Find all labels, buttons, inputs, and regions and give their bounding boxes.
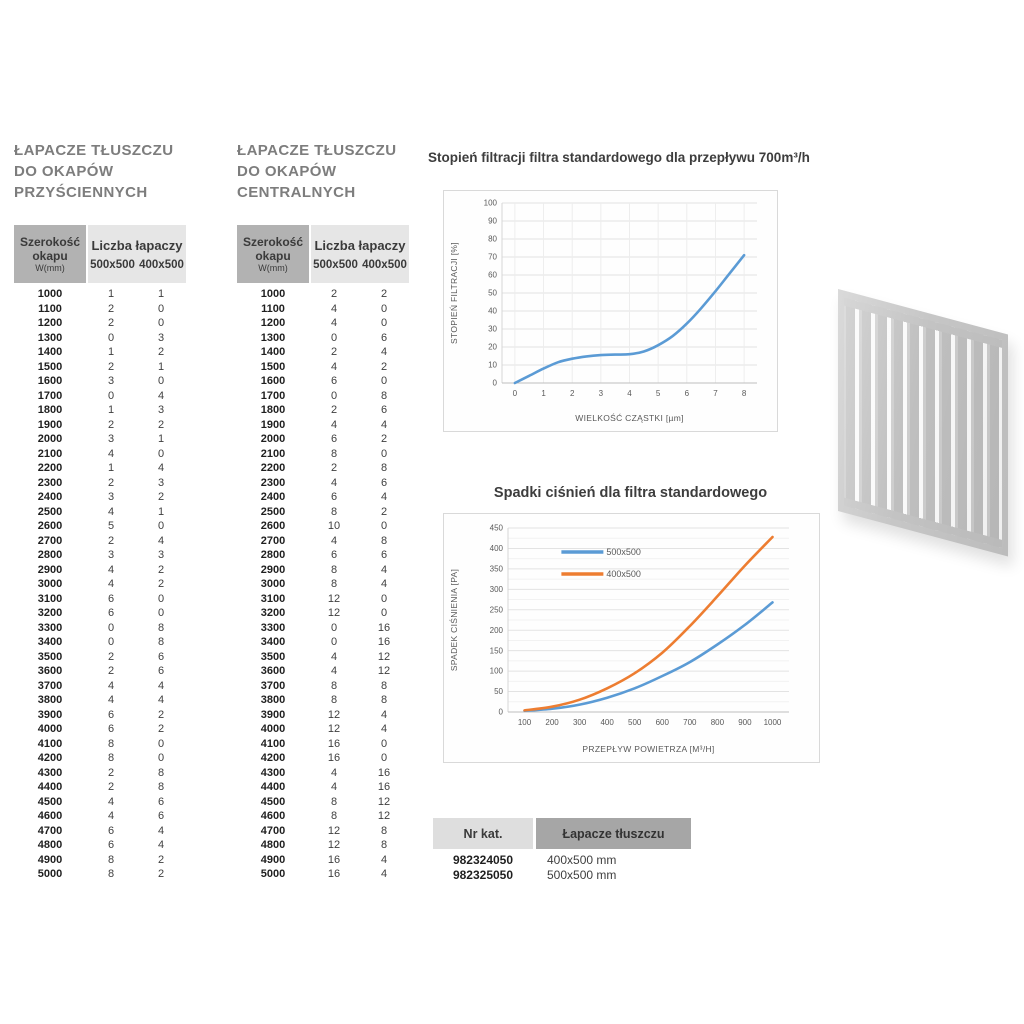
table-row: 3900 6 2 <box>37 708 165 721</box>
svg-text:100: 100 <box>517 718 532 727</box>
svg-text:700: 700 <box>683 718 697 727</box>
table-row: 1400 1 2 <box>37 346 165 358</box>
table-row: 2100 8 0 <box>260 447 388 460</box>
header-hood-width: Szerokość okapu W(mm) <box>237 225 309 283</box>
svg-text:20: 20 <box>488 342 497 352</box>
svg-text:400: 400 <box>600 718 614 727</box>
svg-text:400x500: 400x500 <box>606 569 641 580</box>
svg-text:5: 5 <box>655 389 661 398</box>
pressure-chart-title: Spadki ciśnień dla filtra standardowego <box>493 485 768 501</box>
svg-text:6: 6 <box>684 389 690 398</box>
section-title-central-hoods <box>237 140 396 203</box>
table-row: 2400 6 4 <box>260 491 388 503</box>
svg-text:SPADEK CIŚNIENIA [PA]: SPADEK CIŚNIENIA [PA] <box>449 568 459 672</box>
catalog-table-body <box>433 853 691 882</box>
table-row: 2600 10 0 <box>260 520 388 532</box>
table-row: 2700 2 4 <box>37 534 165 547</box>
svg-text:0: 0 <box>492 378 497 388</box>
table-row: 4700 6 4 <box>37 824 165 837</box>
table-row: 2000 3 1 <box>37 433 165 445</box>
svg-text:PRZEPŁYW POWIETRZA [M³/H]: PRZEPŁYW POWIETRZA [M³/H] <box>582 744 715 754</box>
table-row: 4500 4 6 <box>37 795 165 808</box>
title-line: PRZYŚCIENNYCH <box>14 184 148 201</box>
table-row: 2600 5 0 <box>37 520 165 532</box>
section-title-wall-hoods <box>14 140 173 203</box>
svg-text:100: 100 <box>483 198 497 208</box>
filtration-chart <box>443 190 778 432</box>
table-row: 1500 2 1 <box>37 360 165 373</box>
table-row: 982324050 400x500 mm <box>452 853 617 867</box>
table-row: 3600 2 6 <box>37 665 165 677</box>
table-row: 1300 0 6 <box>260 331 388 344</box>
svg-text:STOPIEŃ FILTRACJI [%]: STOPIEŃ FILTRACJI [%] <box>449 242 459 344</box>
svg-text:2: 2 <box>569 389 575 398</box>
pressure-chart-svg <box>444 514 819 762</box>
table-row: 3800 4 4 <box>37 694 165 706</box>
svg-text:8: 8 <box>741 389 747 398</box>
table-row: 1000 1 1 <box>37 288 165 300</box>
svg-text:60: 60 <box>488 270 497 280</box>
table-row: 3700 4 4 <box>37 679 165 692</box>
svg-text:7: 7 <box>713 389 718 398</box>
catalog-header-nr-kat: Nr kat. <box>433 818 533 849</box>
table-row: 3400 0 8 <box>37 636 165 648</box>
table-row: 1900 2 2 <box>37 418 165 431</box>
table-row: 3500 4 12 <box>260 650 391 663</box>
header-size-400x500: 400x500 <box>139 258 184 271</box>
table-row: 2400 3 2 <box>37 491 165 503</box>
svg-text:50: 50 <box>488 288 497 298</box>
svg-text:500: 500 <box>628 718 642 727</box>
table-row: 1800 1 3 <box>37 404 165 416</box>
table-row: 3300 0 8 <box>37 621 165 634</box>
title-line: DO OKAPÓW <box>237 163 337 180</box>
table-row: 2900 8 4 <box>260 563 388 576</box>
table-row: 1200 2 0 <box>37 317 165 329</box>
table-row: 3100 12 0 <box>260 592 388 605</box>
wall-hoods-table <box>14 225 186 882</box>
svg-text:30: 30 <box>488 324 497 334</box>
table-row: 1700 0 4 <box>37 389 165 402</box>
table-row: 3000 8 4 <box>260 578 388 590</box>
table-row: 3800 8 8 <box>260 694 388 706</box>
table-row: 1700 0 8 <box>260 389 388 402</box>
table-row: 4100 8 0 <box>37 737 165 750</box>
table-row: 4500 8 12 <box>260 795 391 808</box>
svg-text:350: 350 <box>489 564 503 574</box>
table-row: 4000 6 2 <box>37 723 165 735</box>
table-row: 4600 4 6 <box>37 810 165 822</box>
table-row: 3200 6 0 <box>37 607 165 619</box>
table-row: 4300 4 16 <box>260 766 391 779</box>
table-row: 2500 4 1 <box>37 505 165 518</box>
svg-text:900: 900 <box>738 718 752 727</box>
table-row: 1300 0 3 <box>37 331 165 344</box>
svg-text:0: 0 <box>498 707 503 717</box>
table-row: 982325050 500x500 mm <box>452 867 617 882</box>
svg-text:250: 250 <box>489 605 503 615</box>
table-row: 1200 4 0 <box>260 317 388 329</box>
svg-text:100: 100 <box>489 666 503 676</box>
grease-filter-slats <box>844 298 1002 548</box>
table-row: 2800 3 3 <box>37 549 165 561</box>
table-row: 2800 6 6 <box>260 549 388 561</box>
svg-text:450: 450 <box>489 523 503 533</box>
table-header <box>237 225 409 283</box>
table-row: 2000 6 2 <box>260 433 388 445</box>
table-header <box>14 225 186 283</box>
svg-text:80: 80 <box>488 234 497 244</box>
svg-text:300: 300 <box>489 584 503 594</box>
table-row: 3100 6 0 <box>37 592 165 605</box>
table-row: 4800 6 4 <box>37 839 165 851</box>
table-body <box>237 287 409 882</box>
table-row: 4800 12 8 <box>260 839 388 851</box>
table-row: 1900 4 4 <box>260 418 388 431</box>
svg-text:10: 10 <box>488 360 497 370</box>
title-line: ŁAPACZE TŁUSZCZU <box>14 142 174 159</box>
table-row: 3600 4 12 <box>260 665 391 677</box>
svg-text:1000: 1000 <box>763 718 782 727</box>
svg-text:500x500: 500x500 <box>606 547 641 558</box>
table-row: 4300 2 8 <box>37 766 165 779</box>
table-row: 5000 16 4 <box>260 868 388 880</box>
table-row: 3500 2 6 <box>37 650 165 663</box>
table-row: 4900 8 2 <box>37 853 165 866</box>
table-row: 2300 4 6 <box>260 476 388 489</box>
svg-text:WIELKOŚĆ CZĄSTKI [µm]: WIELKOŚĆ CZĄSTKI [µm] <box>575 413 684 423</box>
title-line: CENTRALNYCH <box>237 184 356 201</box>
header-size-500x500: 500x500 <box>313 258 358 271</box>
svg-text:3: 3 <box>598 389 604 398</box>
table-row: 1100 4 0 <box>261 302 388 315</box>
table-row: 1100 2 0 <box>38 302 165 315</box>
grease-filter-photo <box>838 289 1008 557</box>
svg-text:90: 90 <box>488 216 497 226</box>
catalog-header-lapacze: Łapacze tłuszczu <box>536 818 691 849</box>
svg-text:200: 200 <box>489 625 503 635</box>
table-row: 4100 16 0 <box>260 737 388 750</box>
svg-text:0: 0 <box>512 389 518 398</box>
title-line: DO OKAPÓW <box>14 163 114 180</box>
table-row: 2700 4 8 <box>260 534 388 547</box>
header-catcher-count: Liczba łapaczy 500x500 400x500 <box>88 225 186 283</box>
table-body <box>14 287 186 882</box>
title-line: ŁAPACZE TŁUSZCZU <box>237 142 397 159</box>
table-row: 4400 4 16 <box>260 781 391 793</box>
header-catcher-count: Liczba łapaczy 500x500 400x500 <box>311 225 409 283</box>
svg-text:70: 70 <box>488 252 497 262</box>
table-row: 1400 2 4 <box>260 346 388 358</box>
table-row: 4200 8 0 <box>37 752 165 764</box>
table-row: 2100 4 0 <box>37 447 165 460</box>
catalog-table <box>433 818 691 882</box>
filtration-chart-svg <box>444 191 777 431</box>
table-row: 1000 2 2 <box>260 288 388 300</box>
table-row: 3900 12 4 <box>260 708 388 721</box>
table-row: 4900 16 4 <box>260 853 388 866</box>
table-row: 3300 0 16 <box>260 621 391 634</box>
table-row: 2900 4 2 <box>37 563 165 576</box>
table-row: 4200 16 0 <box>260 752 388 764</box>
pressure-chart <box>443 513 820 763</box>
table-row: 2200 2 8 <box>260 462 388 474</box>
table-row: 1600 3 0 <box>37 375 165 387</box>
svg-text:1: 1 <box>541 389 546 398</box>
header-hood-width: Szerokość okapu W(mm) <box>14 225 86 283</box>
table-row: 3700 8 8 <box>260 679 388 692</box>
table-row: 2300 2 3 <box>37 476 165 489</box>
header-size-400x500: 400x500 <box>362 258 407 271</box>
table-row: 3000 4 2 <box>37 578 165 590</box>
table-row: 4700 12 8 <box>260 824 388 837</box>
svg-text:400: 400 <box>489 544 503 554</box>
header-size-500x500: 500x500 <box>90 258 135 271</box>
table-row: 3400 0 16 <box>260 636 391 648</box>
table-row: 2500 8 2 <box>260 505 388 518</box>
filtration-chart-title: Stopień filtracji filtra standardowego dla przepływu 700m³/h <box>428 150 810 165</box>
table-row: 3200 12 0 <box>260 607 388 619</box>
central-hoods-table <box>237 225 409 882</box>
svg-text:50: 50 <box>494 687 503 697</box>
svg-text:4: 4 <box>627 389 632 398</box>
svg-text:600: 600 <box>655 718 669 727</box>
table-row: 1500 4 2 <box>260 360 388 373</box>
svg-text:40: 40 <box>488 306 497 316</box>
table-row: 5000 8 2 <box>37 868 165 880</box>
catalog-table-header <box>433 818 691 849</box>
table-row: 1600 6 0 <box>260 375 388 387</box>
svg-text:800: 800 <box>710 718 725 727</box>
svg-text:300: 300 <box>572 718 587 727</box>
table-row: 4400 2 8 <box>37 781 165 793</box>
table-row: 4600 8 12 <box>260 810 391 822</box>
table-row: 2200 1 4 <box>37 462 165 474</box>
svg-text:150: 150 <box>489 646 503 656</box>
table-row: 1800 2 6 <box>260 404 388 416</box>
svg-text:200: 200 <box>545 718 559 727</box>
table-row: 4000 12 4 <box>260 723 388 735</box>
